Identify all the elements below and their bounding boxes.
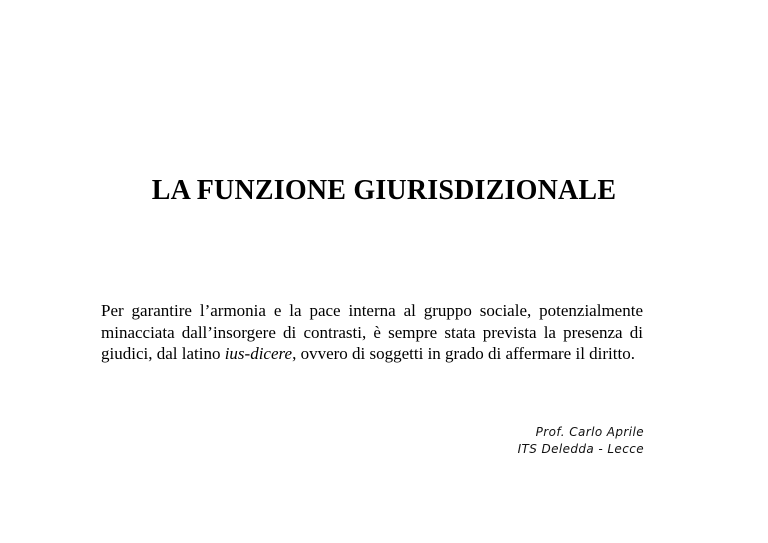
latin-term: ius-dicere	[224, 344, 293, 363]
author-signature	[518, 424, 644, 458]
signature-school: ITS Deledda - Lecce	[517, 442, 644, 456]
body-paragraph	[101, 300, 643, 365]
paragraph-text-end: , ovvero di soggetti in grado di affermare il diritto.	[292, 344, 635, 363]
slide-title: LA FUNZIONE GIURISDIZIONALE	[151, 175, 617, 206]
paragraph-text-start: Per garantire l’armonia e la pace interna al gruppo sociale, potenzialmente minacciata dall’insorgere di contrasti, è sempre stata prevista la presenza di giudici, dal latino	[101, 301, 643, 363]
signature-author: Prof. Carlo Aprile	[535, 425, 644, 439]
